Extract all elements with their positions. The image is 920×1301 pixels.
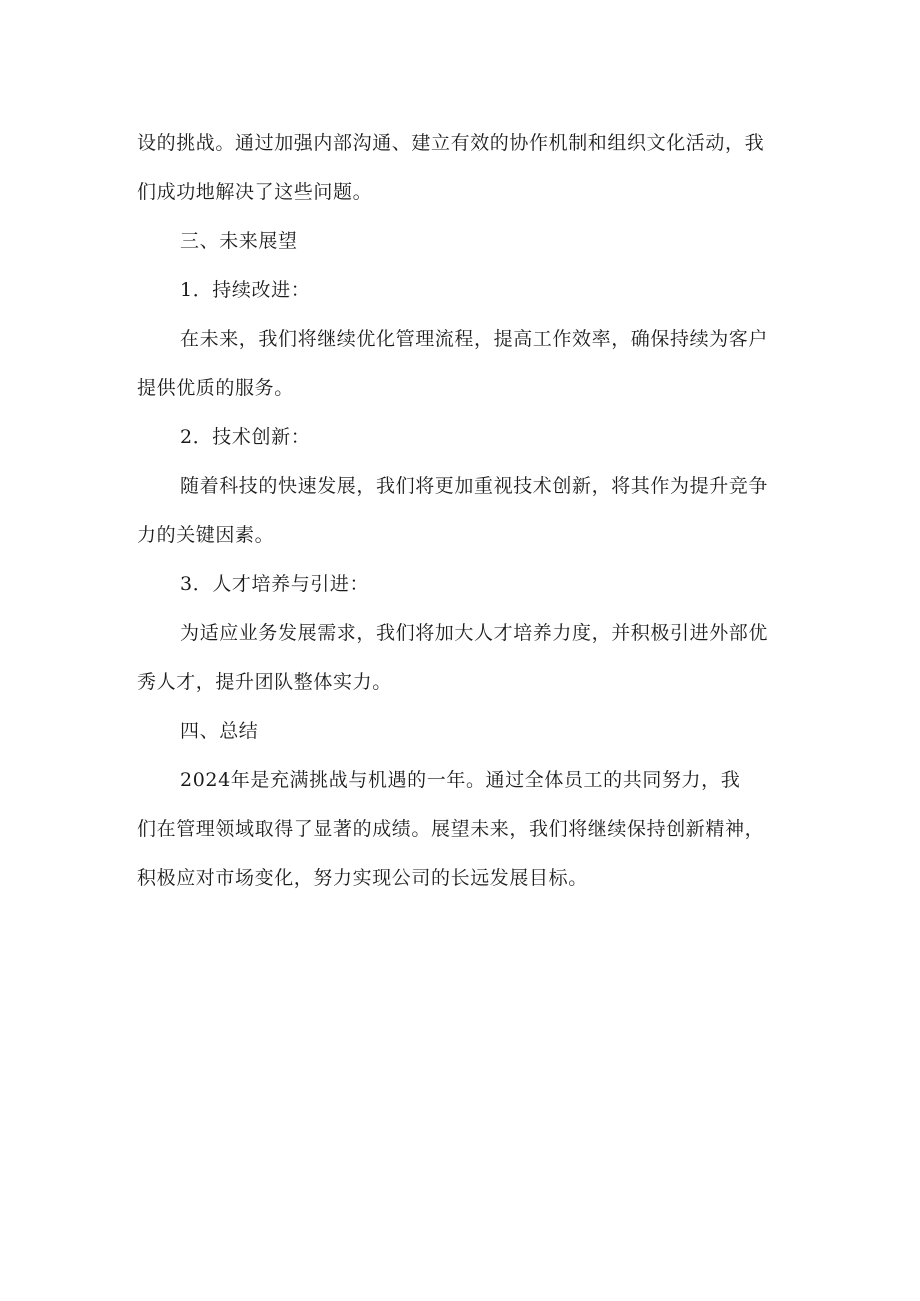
paragraph-line: 随着科技的快速发展，我们将更加重视技术创新，将其作为提升竞争 [180, 475, 769, 497]
paragraph-line: 积极应对市场变化，努力实现公司的长远发展目标。 [137, 867, 588, 889]
subheading-tech-innovation: 2．技术创新： [180, 426, 311, 448]
subheading-talent: 3．人才培养与引进： [180, 573, 370, 595]
section-heading-summary: 四、总结 [180, 720, 259, 742]
paragraph-line: 秀人才，提升团队整体实力。 [137, 671, 392, 693]
paragraph-line: 为适应业务发展需求，我们将加大人才培养力度，并积极引进外部优 [180, 622, 769, 644]
paragraph-line: 力的关键因素。 [137, 524, 275, 546]
section-heading-future: 三、未来展望 [180, 230, 298, 252]
paragraph-line: 们在管理领域取得了显著的成绩。展望未来，我们将继续保持创新精神， [137, 818, 765, 840]
paragraph-line: 在未来，我们将继续优化管理流程，提高工作效率，确保持续为客户 [180, 328, 769, 350]
paragraph-line: 提供优质的服务。 [137, 377, 294, 399]
paragraph-line: 2024年是充满挑战与机遇的一年。通过全体员工的共同努力，我 [180, 769, 741, 791]
paragraph-line: 设的挑战。通过加强内部沟通、建立有效的协作机制和组织文化活动，我 [137, 132, 765, 154]
paragraph-line: 们成功地解决了这些问题。 [137, 181, 373, 203]
subheading-continuous-improvement: 1．持续改进： [180, 279, 311, 301]
